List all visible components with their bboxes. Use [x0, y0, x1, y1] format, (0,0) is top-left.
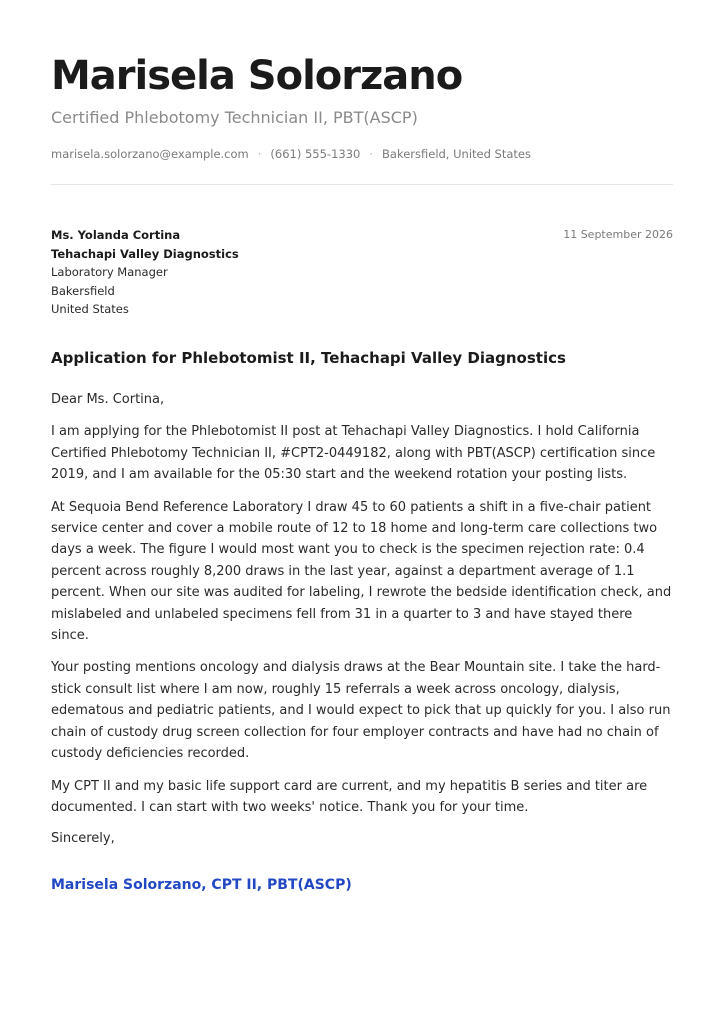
contact-phone[interactable]: (661) 555-1330 [270, 147, 361, 161]
applicant-name: Marisela Solorzano [51, 53, 463, 99]
contact-email[interactable]: marisela.solorzano@example.com [51, 147, 249, 161]
signature-name: Marisela Solorzano, CPT II, PBT(ASCP) [51, 877, 352, 893]
contact-info [51, 146, 531, 162]
body-paragraph: Your posting mentions oncology and dialysis draws at the Bear Mountain site. I take the hard-stick consult list where I am now, roughly 15 referrals a week across oncology, dialysis, edematous and pediatric patients, and I would expect to pick that up quickly for you. I also run chain of custody drug screen collection for four employer contracts and have had no chain of custody deficiencies recorded. [51, 660, 671, 762]
recipient-city: Bakersfield [51, 283, 115, 298]
body-paragraph: I am applying for the Phlebotomist II post at Tehachapi Valley Diagnostics. I hold California Certified Phlebotomy Technician II, #CPT2-0449182, along with PBT(ASCP) certification since 2019, and I am available for the 05:30 start and the weekend rotation your posting lists. [51, 424, 656, 483]
recipient-organization: Tehachapi Valley Diagnostics [51, 246, 239, 261]
letter-body [51, 389, 673, 829]
applicant-title: Certified Phlebotomy Technician II, PBT(ASCP) [51, 108, 418, 127]
contact-separator: · [257, 147, 262, 161]
recipient-role: Laboratory Manager [51, 265, 168, 279]
body-paragraph: My CPT II and my basic life support card are current, and my hepatitis B series and titer are documented. I can start with two weeks' notice. Thank you for your time. [51, 778, 648, 815]
contact-separator: · [369, 147, 374, 161]
recipient-country: United States [51, 302, 129, 316]
body-paragraph: At Sequoia Bend Reference Laboratory I draw 45 to 60 patients a shift in a five-chair patient service center and cover a mobile route of 12 to 18 home and long-term care collections two days a week. The figure I would most want you to check is the specimen rejection rate: 0.4 percent across roughly 8,200 draws in the last year, against a department average of 1.1 percent. When our site was audited for labeling, I rewrote the bedside identification check, and mislabeled and unlabeled specimens fell from 31 in a quarter to 3 and have stayed there since. [51, 499, 672, 644]
letter-greeting: Dear Ms. Cortina, [51, 392, 165, 407]
letter-subject: Application for Phlebotomist II, Tehachapi Valley Diagnostics [51, 349, 566, 367]
contact-location: Bakersfield, United States [382, 147, 531, 161]
letter-closing: Sincerely, [51, 831, 115, 846]
recipient-block [51, 226, 239, 319]
header-divider [51, 184, 673, 185]
letter-date: 11 September 2026 [563, 228, 673, 241]
recipient-name: Ms. Yolanda Cortina [51, 228, 181, 242]
